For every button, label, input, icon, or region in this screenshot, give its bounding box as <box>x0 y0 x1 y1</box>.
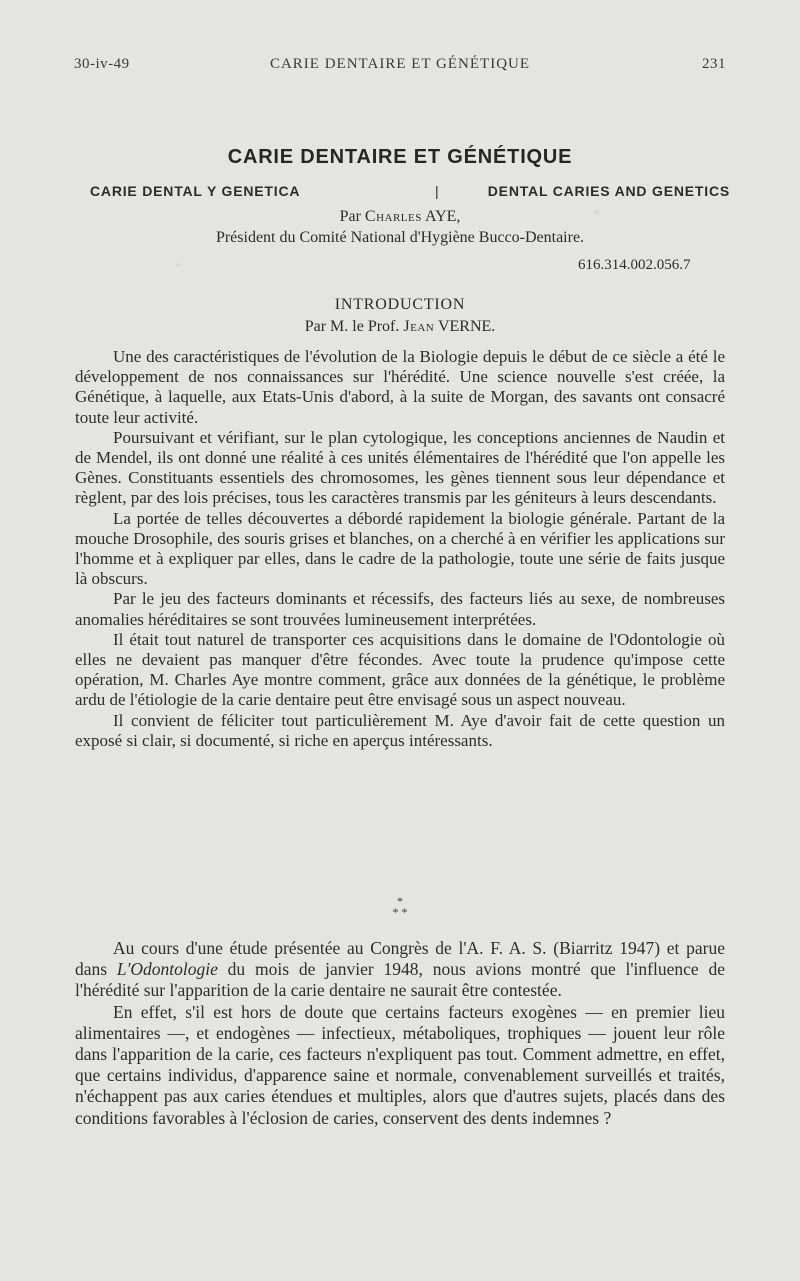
author-affiliation: Président du Comité National d'Hygiène Bucco-Dentaire. <box>215 229 585 246</box>
introduction-text <box>75 347 725 751</box>
article-title: CARIE DENTAIRE ET GÉNÉTIQUE <box>227 146 573 168</box>
page-number: 231 <box>702 56 726 72</box>
running-header <box>74 56 726 78</box>
author-first-name: Charles <box>364 208 422 225</box>
paragraph: La portée de telles découvertes a débordé rapidement la biologie générale. Partant de la mouche Drosophile, des souris grises et blanches, on a cherché à en vérifier les applications sur l'homme et à expliquer par elles, dans le cadre de la pathologie, toute une série de faits jusque là obscurs. <box>75 508 725 589</box>
main-text <box>75 938 725 1129</box>
paragraph: Une des caractéristiques de l'évolution de la Biologie depuis le début de ce siècle a été le développement de nos connaissances sur l'hérédité. Une science nouvelle s'est créée, la Génétique, à laquelle, aux Etats-Unis d'abord, à la suite de Morgan, des savants ont consacré toute leur activité. <box>75 347 725 427</box>
section-separator <box>0 896 800 918</box>
byline-first-name: Jean <box>403 318 435 335</box>
separator-stars-bottom: * * <box>392 905 408 919</box>
paragraph: En effet, s'il est hors de doute que certains facteurs exogènes — en premier lieu alimentaires —, et endogènes — infectieux, métaboliques, trophiques — jouent leur rôle dans l'apparition de la carie, ces facteurs n'expliquent pas tout. Comment admettre, en effet, que certains individus, d'apparence saine et normale, convenablement surveillés et traités, n'échappent pas aux caries étendues et multiples, alors que d'autres sujets, placés dans des conditions favorables à l'éclosion de caries, conservent des dents indemnes ? <box>75 1001 725 1128</box>
journal-name: L'Odontologie <box>116 959 218 980</box>
classification-number: 616.314.002.056.7 <box>578 257 691 273</box>
byline-last-name: VERNE. <box>437 318 496 335</box>
byline-prefix: Par M. le Prof. <box>304 318 400 335</box>
header-running-title: CARIE DENTAIRE ET GÉNÉTIQUE <box>269 56 531 72</box>
separator-star-top: * <box>397 894 403 908</box>
paragraph: Il était tout naturel de transporter ces acquisitions dans le domaine de l'Odontologie où elles ne devaient pas manquer d'être fécondes. Avec toute la prudence qu'impose cette opération, M. Charles Aye montre comment, grâce aux données de la génétique, le problème ardu de l'étiologie de la carie dentaire peut être envisagé sous un aspect nouveau. <box>75 629 725 710</box>
paper-spot <box>176 263 180 267</box>
author-line <box>0 208 800 226</box>
author-prefix: Par <box>339 208 361 225</box>
subtitle-english: DENTAL CARIES AND GENETICS <box>487 183 730 199</box>
author-last-name: AYE, <box>424 208 461 225</box>
subtitle-spanish: CARIE DENTAL Y GENETICA <box>90 183 301 199</box>
header-date: 30-iv-49 <box>74 56 130 72</box>
paragraph <box>75 938 725 1002</box>
article-subtitles <box>90 183 730 201</box>
paragraph: Poursuivant et vérifiant, sur le plan cytologique, les conceptions anciennes de Naudin et de Mendel, ils ont donné une réalité à ces unités élémentaires de l'hérédité que l'on appelle les Gènes. Constituants essentiels des chromosomes, les gènes tiennent sous leur dépendance et règlent, par des lois précises, tous les caractères transmis par les géniteurs à leurs descendants. <box>75 427 725 508</box>
section-byline <box>0 318 800 336</box>
paragraph-text: Au cours d'une étude présentée au Congrès de l'A. F. A. S. (Biarritz 1947) et parue dans <box>75 938 725 980</box>
paragraph: Par le jeu des facteurs dominants et récessifs, des facteurs liés au sexe, de nombreuses anomalies héréditaires se sont trouvées lumineusement interprétées. <box>75 589 725 629</box>
section-heading: INTRODUCTION <box>334 296 466 313</box>
paragraph: Il convient de féliciter tout particulièrement M. Aye d'avoir fait de cette question un exposé si clair, si documenté, si riche en aperçus intéressants. <box>75 710 725 750</box>
paragraph-text: du mois de janvier 1948, nous avions montré que l'influence de l'hérédité sur l'apparition de la carie dentaire ne saurait être contestée. <box>75 959 725 1001</box>
subtitle-separator: | <box>435 183 440 199</box>
